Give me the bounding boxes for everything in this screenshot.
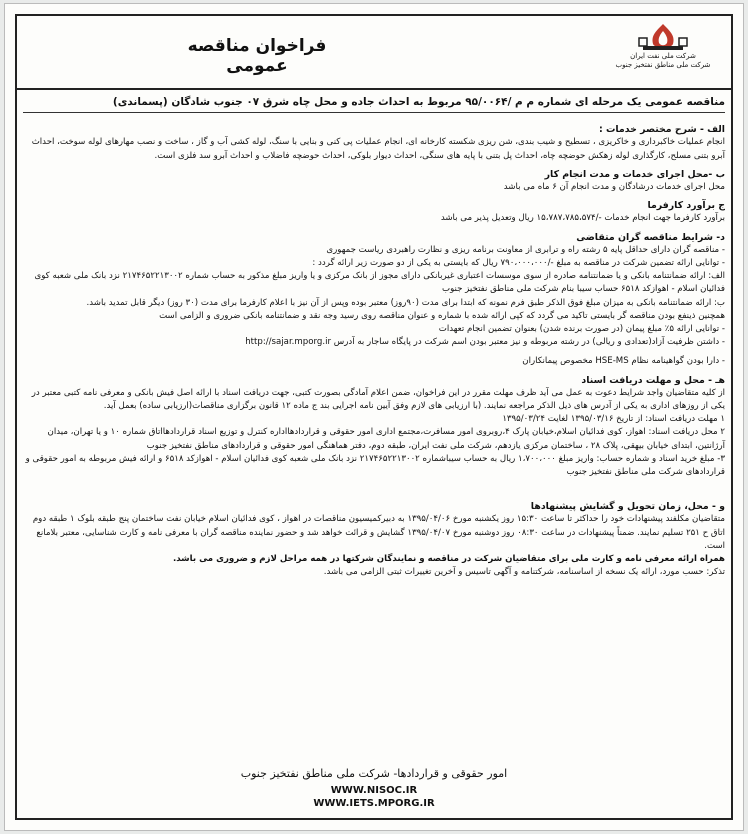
section-e-item: از کلیه متقاضیان واجد شرایط دعوت به عمل می آید ظرف مهلت مقرر در این فراخوان، ضمن اعلام آمادگی بصورت کتبی، جهت دریافت اسناد با ارائه اصل فیش بانکی و معرفی نامه کتبی معتبر در یکی از روزهای اداری به یکی از آدرس های ذیل الذکر مراجعه نمایند. (با ارزیابی های لازم وفق آیین نامه اجرایی بند ج ماده ۱۲ قانون برگزاری مناقصات(ارزیابی ساده) بعمل آید. [31, 387, 725, 412]
section-e-title: هـ - محل و مهلت دریافت اسناد [581, 374, 725, 386]
section-b-text: محل اجرای خدمات درشادگان و مدت انجام آن ۶ ماه می باشد [503, 182, 725, 193]
header [17, 16, 731, 90]
section-e-item: ۳- مبلغ خرید اسناد و شماره حساب: واریز مبلغ ۱،۷۰۰،۰۰۰ ریال به حساب سیباشماره ۲۱۷۴۶۵۲۲۱۳۰۰۲ نزد بانک ملی شعبه کوی فدائیان اسلام - اهوازکد ۶۵۱۸ و ارائه فیش مربوطه به امور حقوقی و قراردادهای شرکت ملی مناطق نفتخیز جنوب [25, 453, 725, 478]
flame-emblem-icon [635, 22, 691, 52]
section-c-title: ج برآورد کارفرما [647, 200, 725, 212]
section-c-text: برآورد کارفرما جهت انجام خدمات -/۱۵،۷۸۷،۷۸۵،۵۷۴ ریال وتعدیل پذیر می باشد [440, 213, 725, 224]
section-a-text: انجام عملیات خاکبرداری و خاکریزی ، تسطیح و شیب بندی، شن ریزی شکسته کارخانه ای، انجام عملیات پی کنی و بنایی با سنگ، لوله کشی آب و گاز ، ساخت و نصب مهارهای لوله سوخت، احداث آبرو بتنی مسلح، کارگذاری لوله زهکش حوضچه چاه، احداث پل بتنی با پایه های سنگی، احداث دیوار بلوکی، احداث حوضچه فاضلاب و احداث آبرو سد فلزی است. [31, 137, 725, 161]
website-link-iets[interactable]: WWW.IETS.MPORG.IR [313, 798, 435, 809]
tender-subject: مناقصه عمومی یک مرحله ای شماره م م /۹۵/۰۰۶۴ مربوط به احداث جاده و محل چاه شرق ۰۷ جنوب شادگان (پسماندی) [23, 96, 725, 113]
note-bold: همراه ارائه معرفی نامه و کارت ملی برای متقاضیان شرکت در مناقصه و نمایندگان شرکتها در همه مراحل لازم و ضروری می باشد. [172, 554, 725, 565]
section-b-title: ب -محل اجرای خدمات و مدت انجام کار [544, 168, 725, 180]
section-d-title: د- شرایط مناقصه گران متقاضی [576, 231, 725, 243]
section-d-item: - داشتن ظرفیت آزاد(تعدادی و ریالی) در رشته مربوطه و نیز معتبر بودن اسم شرکت در پایگاه ساجار به آدرس http://sajar.mporg.ir [245, 337, 725, 348]
footer-organization: امور حقوقی و قراردادها- شرکت ملی مناطق نفتخیز جنوب [240, 767, 508, 780]
document-page [4, 3, 744, 831]
section-d-item: - توانایی ارائه ۵٪ مبلغ پیمان (در صورت برنده شدن) بعنوان تضمین انجام تعهدات [438, 324, 725, 335]
document-frame [15, 14, 733, 820]
section-d-item: همچنین ذینفع بودن مناقصه گر بایستی تاکید می گردد که کپی ارائه شده با شماره و عنوان مناقصه روی رسید وجه نقد و ضمانتنامه بانکی ضروری و الزامی است [159, 310, 725, 321]
section-d-item: - مناقصه گران دارای حداقل پایه ۵ رشته راه و ترابری از معاونت برنامه ریزی و نظارت راهبردی ریاست جمهوری [326, 244, 725, 255]
section-d-item: الف: ارائه ضمانتنامه بانکی و یا ضمانتنامه صادره از سوی موسسات اعتباری غیربانکی دارای مجوز از بانک مرکزی و یا واریز مبلغ مذکور به حساب شماره ۲۱۷۴۶۵۲۲۱۳۰۰۲ نزد بانک ملی شعبه کوی فدائیان اسلام - اهوازکد ۶۵۱۸ حساب سیبا بنام شرکت ملی مناطق نفتخیز جنوب [34, 271, 725, 295]
page-title: فراخوان مناقصه عمومی [187, 36, 327, 76]
section-d-item: - توانایی ارائه تضمین شرکت در مناقصه به مبلغ -/۷۹۰،۰۰۰،۰۰۰ ریال که بایستی به یکی از دو صورت زیر ارائه گردد : [312, 258, 725, 269]
footer [17, 767, 731, 810]
company-logo [603, 22, 723, 82]
section-e-item: ۱ مهلت دریافت اسناد: از تاریخ ۱۳۹۵/۰۳/۱۶ لغایت ۱۳۹۵/۰۳/۲۴ [502, 414, 725, 425]
section-f-text: متقاضیان مکلفند پیشنهادات خود را حداکثر تا ساعت ۱۵:۳۰ روز یکشنبه مورخ ۱۳۹۵/۰۴/۰۶ به دبیرکمیسیون مناقصات در اهواز ، کوی فدائیان اسلام خیابان نفت ساختمان پنج طبقه بلوک ۱ طبقه دوم اتاق ح ۲۵۱ تسلیم نمایند. ضمناً پیشنهادات در ساعت ۰۸:۳۰ روز دوشنبه مورخ ۱۳۹۵/۰۴/۰۷ گشایش و قرائت خواهد شد و حضور نماینده مناقصه گران با معرفی نامه و کارت شناسایی، معتبر بلامانع است. [32, 514, 725, 551]
section-d-item: ب: ارائه ضمانتنامه بانکی به میزان مبلغ فوق الذکر طبق فرم نمونه که ابتدا برای مدت (۹۰روز) معتبر بوده وپس از آن نیز با اعلام کارفرما برای مدت (۳۰ روز) دیگر قابل تمدید باشد. [86, 297, 725, 308]
note-small: تذکر: حسب مورد، ارائه یک نسخه از اساسنامه، شرکتنامه و آگهی تاسیس و آخرین تغییرات ثبتی الزامی می باشد. [323, 567, 725, 578]
section-e-item: ۲ محل دریافت اسناد: اهواز، کوی فدائیان اسلام،خیابان پارک ۴،روبروی امور مسافرت،مجتمع اداری امور حقوقی و قراردادهااداره کنترل و توزیع اسناد قراردادهااتاق شماره ۱۰ و یا تهران، میدان آرژانتین، ابتدای خیابان بیهقی، پلاک ۲۸ ، ساختمان مرکزی یازدهم، شرکت ملی نفت ایران، طبقه دوم، دفتر هماهنگی امور حقوقی و قراردادهای مناطق نفتخیز جنوب [47, 427, 725, 451]
logo-line-1: شرکت ملی نفت ایران [630, 52, 696, 60]
announcement-body [23, 96, 725, 580]
section-f-title: و - محل، زمان تحویل و گشایش پیشنهادها [530, 501, 725, 513]
section-d-item: - دارا بودن گواهینامه نظام HSE-MS مخصوص پیمانکاران [522, 356, 725, 367]
section-a-title: الف - شرح مختصر خدمات : [598, 124, 725, 136]
logo-line-2: شرکت ملی مناطق نفتخیز جنوب [615, 61, 711, 69]
website-link-nisoc[interactable]: WWW.NISOC.IR [330, 785, 418, 796]
